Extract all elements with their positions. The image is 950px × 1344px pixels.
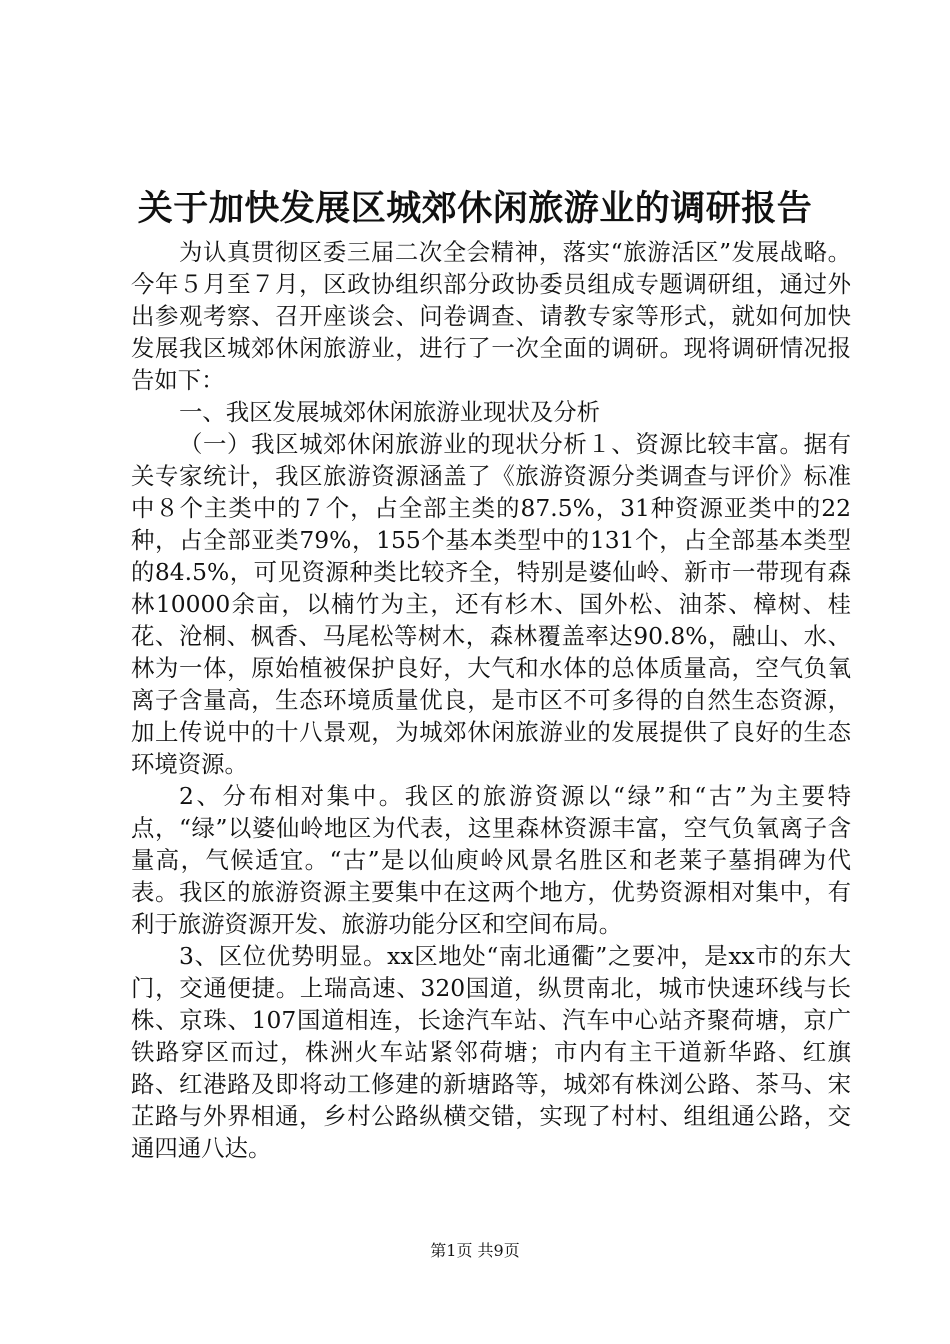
section-heading: 一、我区发展城郊休闲旅游业现状及分析 xyxy=(179,398,601,426)
body-paragraph: 2、分布相对集中。我区的旅游资源以“绿”和“古”为主要特点，“绿”以婆仙岭地区为代表，这里森林资源丰富，空气负氧离子含量高，气候适宜。“古”是以仙庾岭风景名胜区和老莱子墓捐碑为代表。我区的旅游资源主要集中在这两个地方，优势资源相对集中，有利于旅游资源开发、旅游功能分区和空间布局。 xyxy=(131,782,851,938)
page-footer: 第1页 共9页 xyxy=(430,1241,520,1260)
body-paragraph: （一）我区城郊休闲旅游业的现状分析１、资源比较丰富。据有关专家统计，我区旅游资源涵盖了《旅游资源分类调查与评价》标准中８个主类中的７个，占全部主类的87.5%，31种资源亚类中的22种，占全部亚类79%，155个基本类型中的131个，占全部基本类型的84.5%，可见资源种类比较齐全，特别是婆仙岭、新市一带现有森林10000余亩，以楠竹为主，还有杉木、国外松、油茶、樟树、桂花、沧桐、枫香、马尾松等树木，森林覆盖率达90.8%，融山、水、林为一体，原始植被保护良好，大气和水体的总体质量高，空气负氧离子含量高，生态环境质量优良，是市区不可多得的自然生态资源，加上传说中的十八景观，为城郊休闲旅游业的发展提供了良好的生态环境资源。 xyxy=(131,430,851,778)
body-paragraph: 3、区位优势明显。xx区地处“南北通衢”之要冲，是xx市的东大门，交通便捷。上瑞高速、320国道，纵贯南北，城市快速环线与长株、京珠、107国道相连，长途汽车站、汽车中心站齐聚荷塘，京广铁路穿区而过，株洲火车站紧邻荷塘；市内有主干道新华路、红旗路、红港路及即将动工修建的新塘路等，城郊有株浏公路、茶马、宋芷路与外界相通，乡村公路纵横交错，实现了村村、组组通公路，交通四通八达。 xyxy=(131,942,851,1162)
document-body xyxy=(131,236,851,1164)
document-title: 关于加快发展区城郊休闲旅游业的调研报告 xyxy=(137,188,813,229)
intro-paragraph: 为认真贯彻区委三届二次全会精神，落实“旅游活区”发展战略。今年５月至７月，区政协组织部分政协委员组成专题调研组，通过外出参观考察、召开座谈会、问卷调查、请教专家等形式，就如何加快发展我区城郊休闲旅游业，进行了一次全面的调研。现将调研情况报告如下： xyxy=(131,238,851,394)
